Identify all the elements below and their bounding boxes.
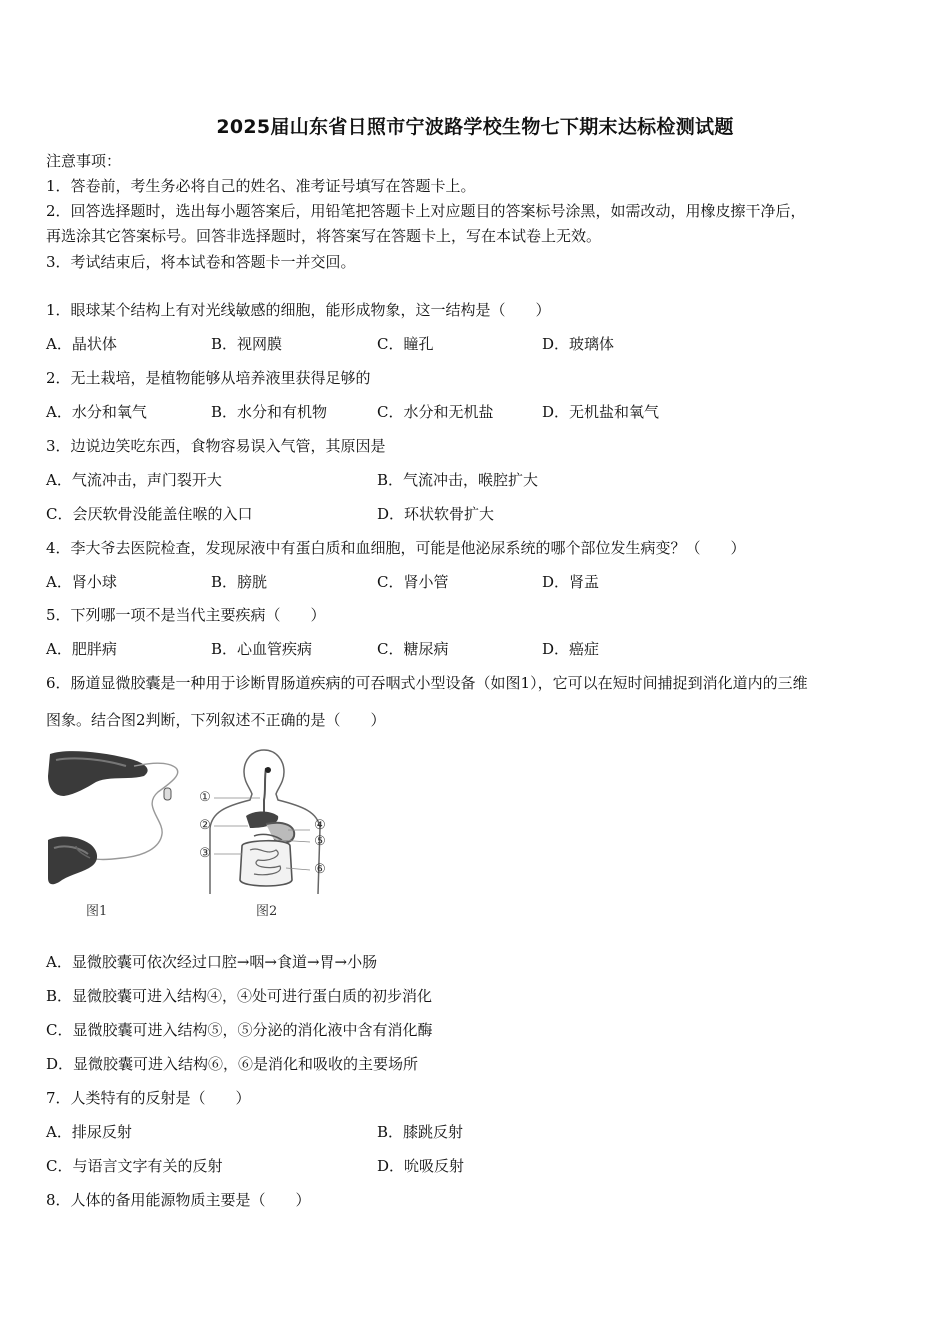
option-c: C．肾小管 [377, 573, 449, 591]
option-b: B．膀胱 [211, 573, 268, 591]
label-4: ④ [314, 818, 326, 833]
page-title: 2025届山东省日照市宁波路学校生物七下期末达标检测试题 [216, 116, 734, 138]
question-stem-continued: 图象。结合图2判断，下列叙述不正确的是（ ） [46, 711, 386, 729]
notice-item: 3．考试结束后，将本试卷和答题卡一并交回。 [46, 253, 356, 271]
option-b: B．心血管疾病 [211, 640, 313, 658]
question-stem: 6．肠道显微胶囊是一种用于诊断胃肠道疾病的可吞咽式小型设备（如图1），它可以在短时间捕捉到消化道内的三维 [46, 674, 808, 692]
option-b: B．膝跳反射 [377, 1123, 464, 1141]
notice-heading: 注意事项： [46, 152, 122, 170]
option-d: D．无机盐和氧气 [542, 403, 660, 421]
capsule-figure [46, 748, 186, 892]
option-c: C．糖尿病 [377, 640, 449, 658]
option-c: C．显微胶囊可进入结构⑤，⑤分泌的消化液中含有消化酶 [46, 1021, 433, 1039]
option-d: D．癌症 [542, 640, 600, 658]
option-a: A．排尿反射 [46, 1123, 132, 1141]
option-d: D．肾盂 [542, 573, 600, 591]
question-stem: 3．边说边笑吃东西，食物容易误入气管，其原因是 [46, 437, 386, 455]
option-d: D．显微胶囊可进入结构⑥，⑥是消化和吸收的主要场所 [46, 1055, 419, 1073]
label-5: ⑤ [314, 834, 326, 849]
notice-item: 再选涂其它答案标号。回答非选择题时，将答案写在答题卡上，写在本试卷上无效。 [46, 227, 602, 245]
option-d: D．玻璃体 [542, 335, 615, 353]
figure-2-caption: 图2 [256, 904, 278, 919]
option-c: C．会厌软骨没能盖住喉的入口 [46, 505, 253, 523]
option-c: C．与语言文字有关的反射 [46, 1157, 223, 1175]
option-b: B．显微胶囊可进入结构④，④处可进行蛋白质的初步消化 [46, 987, 433, 1005]
question-stem: 8．人体的备用能源物质主要是（ ） [46, 1191, 311, 1209]
option-a: A．水分和氧气 [46, 403, 147, 421]
question-stem: 7．人类特有的反射是（ ） [46, 1089, 251, 1107]
option-a: A．显微胶囊可依次经过口腔→咽→食道→胃→小肠 [46, 953, 378, 971]
option-c: C．水分和无机盐 [377, 403, 494, 421]
option-b: B．水分和有机物 [211, 403, 328, 421]
option-d: D．环状软骨扩大 [377, 505, 495, 523]
notice-item: 2．回答选择题时，选出每小题答案后，用铅笔把答题卡上对应题目的答案标号涂黑，如需改动，用橡皮擦干净后， [46, 202, 806, 220]
option-b: B．视网膜 [211, 335, 283, 353]
label-1: ① [199, 790, 211, 805]
label-3: ③ [199, 846, 211, 861]
option-a: A．气流冲击，声门裂开大 [46, 471, 222, 489]
question-stem: 5．下列哪一项不是当代主要疾病（ ） [46, 606, 326, 624]
option-a: A．晶状体 [46, 335, 117, 353]
question-stem: 4．李大爷去医院检查，发现尿液中有蛋白质和血细胞，可能是他泌尿系统的哪个部位发生病变？（ ） [46, 539, 746, 557]
question-stem: 2．无土栽培，是植物能够从培养液里获得足够的 [46, 369, 371, 387]
option-c: C．瞳孔 [377, 335, 434, 353]
option-a: A．肥胖病 [46, 640, 117, 658]
question-stem: 1．眼球某个结构上有对光线敏感的细胞，能形成物象，这一结构是（ ） [46, 301, 551, 319]
label-6: ⑥ [314, 862, 326, 877]
option-a: A．肾小球 [46, 573, 117, 591]
figure-1-caption: 图1 [86, 904, 108, 919]
label-2: ② [199, 818, 211, 833]
option-d: D．吮吸反射 [377, 1157, 465, 1175]
notice-item: 1．答卷前，考生务必将自己的姓名、准考证号填写在答题卡上。 [46, 177, 476, 195]
option-b: B．气流冲击，喉腔扩大 [377, 471, 539, 489]
